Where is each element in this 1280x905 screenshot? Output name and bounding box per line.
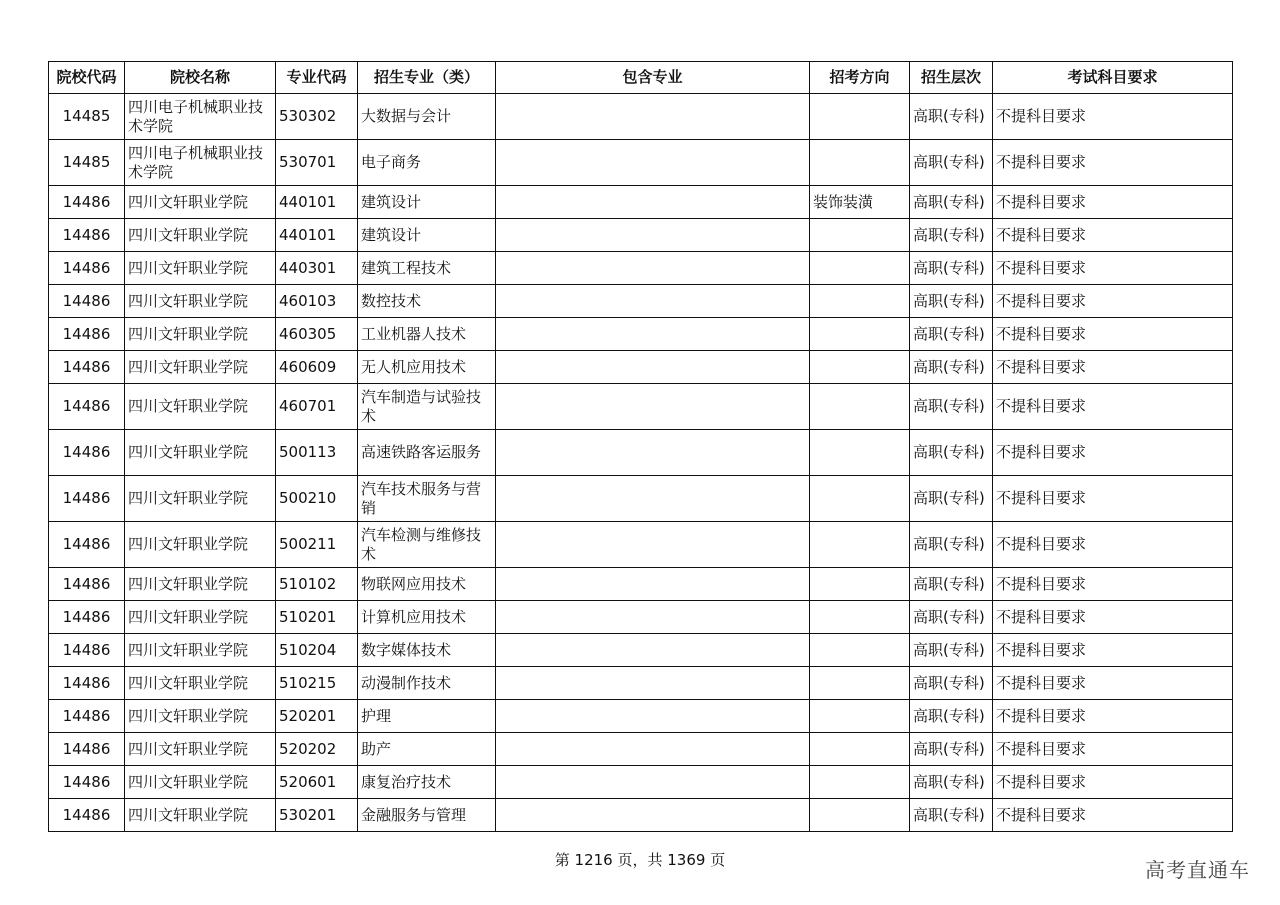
cell-major: 建筑设计 bbox=[358, 186, 496, 219]
cell-subject-requirement: 不提科目要求 bbox=[993, 351, 1233, 384]
cell-school-code: 14486 bbox=[49, 700, 125, 733]
cell-level: 高职(专科) bbox=[910, 186, 993, 219]
cell-subject-requirement: 不提科目要求 bbox=[993, 186, 1233, 219]
cell-subject-requirement: 不提科目要求 bbox=[993, 476, 1233, 522]
cell-major: 物联网应用技术 bbox=[358, 568, 496, 601]
cell-school-name: 四川文轩职业学院 bbox=[125, 634, 276, 667]
cell-included-majors bbox=[496, 252, 810, 285]
table-row bbox=[49, 522, 1233, 568]
cell-included-majors bbox=[496, 476, 810, 522]
cell-level: 高职(专科) bbox=[910, 430, 993, 476]
cell-level: 高职(专科) bbox=[910, 522, 993, 568]
cell-major: 汽车检测与维修技术 bbox=[358, 522, 496, 568]
cell-school-name: 四川文轩职业学院 bbox=[125, 186, 276, 219]
cell-direction bbox=[810, 766, 910, 799]
table-row bbox=[49, 430, 1233, 476]
cell-school-code: 14486 bbox=[49, 351, 125, 384]
cell-included-majors bbox=[496, 733, 810, 766]
cell-school-code: 14486 bbox=[49, 430, 125, 476]
table-row bbox=[49, 667, 1233, 700]
cell-major: 建筑工程技术 bbox=[358, 252, 496, 285]
cell-major: 康复治疗技术 bbox=[358, 766, 496, 799]
cell-major-code: 530201 bbox=[276, 799, 358, 832]
table-row bbox=[49, 601, 1233, 634]
header-major-code: 专业代码 bbox=[276, 62, 358, 94]
cell-school-code: 14486 bbox=[49, 219, 125, 252]
cell-school-name: 四川文轩职业学院 bbox=[125, 476, 276, 522]
cell-included-majors bbox=[496, 318, 810, 351]
cell-major-code: 440301 bbox=[276, 252, 358, 285]
cell-level: 高职(专科) bbox=[910, 219, 993, 252]
table-row bbox=[49, 384, 1233, 430]
cell-school-code: 14486 bbox=[49, 799, 125, 832]
header-subject-requirement: 考试科目要求 bbox=[993, 62, 1233, 94]
cell-direction bbox=[810, 430, 910, 476]
table-row bbox=[49, 766, 1233, 799]
cell-major-code: 530302 bbox=[276, 94, 358, 140]
cell-direction bbox=[810, 601, 910, 634]
cell-subject-requirement: 不提科目要求 bbox=[993, 601, 1233, 634]
cell-major-code: 510102 bbox=[276, 568, 358, 601]
cell-direction bbox=[810, 252, 910, 285]
cell-direction bbox=[810, 733, 910, 766]
table-row bbox=[49, 94, 1233, 140]
cell-level: 高职(专科) bbox=[910, 601, 993, 634]
cell-subject-requirement: 不提科目要求 bbox=[993, 522, 1233, 568]
cell-major: 建筑设计 bbox=[358, 219, 496, 252]
cell-direction bbox=[810, 799, 910, 832]
table-row bbox=[49, 634, 1233, 667]
cell-major: 汽车制造与试验技术 bbox=[358, 384, 496, 430]
cell-major-code: 460103 bbox=[276, 285, 358, 318]
cell-school-code: 14486 bbox=[49, 476, 125, 522]
cell-school-name: 四川文轩职业学院 bbox=[125, 667, 276, 700]
cell-included-majors bbox=[496, 799, 810, 832]
cell-included-majors bbox=[496, 568, 810, 601]
cell-major: 金融服务与管理 bbox=[358, 799, 496, 832]
cell-major-code: 500113 bbox=[276, 430, 358, 476]
cell-major: 电子商务 bbox=[358, 140, 496, 186]
admissions-table bbox=[48, 61, 1233, 832]
cell-level: 高职(专科) bbox=[910, 384, 993, 430]
cell-school-code: 14486 bbox=[49, 285, 125, 318]
cell-major: 汽车技术服务与营销 bbox=[358, 476, 496, 522]
cell-direction bbox=[810, 94, 910, 140]
cell-school-code: 14485 bbox=[49, 140, 125, 186]
cell-included-majors bbox=[496, 634, 810, 667]
cell-included-majors bbox=[496, 351, 810, 384]
cell-school-name: 四川电子机械职业技术学院 bbox=[125, 140, 276, 186]
cell-school-code: 14486 bbox=[49, 522, 125, 568]
cell-included-majors bbox=[496, 186, 810, 219]
cell-major-code: 440101 bbox=[276, 186, 358, 219]
cell-major: 助产 bbox=[358, 733, 496, 766]
cell-subject-requirement: 不提科目要求 bbox=[993, 140, 1233, 186]
cell-direction bbox=[810, 219, 910, 252]
table-row bbox=[49, 285, 1233, 318]
cell-school-name: 四川电子机械职业技术学院 bbox=[125, 94, 276, 140]
cell-subject-requirement: 不提科目要求 bbox=[993, 667, 1233, 700]
cell-subject-requirement: 不提科目要求 bbox=[993, 252, 1233, 285]
cell-subject-requirement: 不提科目要求 bbox=[993, 700, 1233, 733]
cell-major: 数字媒体技术 bbox=[358, 634, 496, 667]
cell-major-code: 520201 bbox=[276, 700, 358, 733]
header-row bbox=[49, 62, 1233, 94]
cell-major-code: 510201 bbox=[276, 601, 358, 634]
cell-major-code: 530701 bbox=[276, 140, 358, 186]
cell-included-majors bbox=[496, 667, 810, 700]
cell-direction bbox=[810, 140, 910, 186]
cell-direction bbox=[810, 318, 910, 351]
cell-direction: 装饰装潢 bbox=[810, 186, 910, 219]
table-row bbox=[49, 351, 1233, 384]
cell-school-code: 14486 bbox=[49, 601, 125, 634]
cell-direction bbox=[810, 634, 910, 667]
cell-level: 高职(专科) bbox=[910, 667, 993, 700]
cell-subject-requirement: 不提科目要求 bbox=[993, 285, 1233, 318]
cell-school-code: 14486 bbox=[49, 766, 125, 799]
cell-school-name: 四川文轩职业学院 bbox=[125, 252, 276, 285]
cell-major-code: 510215 bbox=[276, 667, 358, 700]
cell-school-code: 14486 bbox=[49, 667, 125, 700]
cell-level: 高职(专科) bbox=[910, 94, 993, 140]
cell-level: 高职(专科) bbox=[910, 766, 993, 799]
cell-major: 动漫制作技术 bbox=[358, 667, 496, 700]
table-row bbox=[49, 476, 1233, 522]
cell-subject-requirement: 不提科目要求 bbox=[993, 430, 1233, 476]
cell-subject-requirement: 不提科目要求 bbox=[993, 733, 1233, 766]
cell-subject-requirement: 不提科目要求 bbox=[993, 384, 1233, 430]
cell-included-majors bbox=[496, 384, 810, 430]
cell-major: 工业机器人技术 bbox=[358, 318, 496, 351]
cell-included-majors bbox=[496, 700, 810, 733]
cell-school-code: 14486 bbox=[49, 384, 125, 430]
cell-school-code: 14486 bbox=[49, 568, 125, 601]
cell-level: 高职(专科) bbox=[910, 568, 993, 601]
cell-school-code: 14486 bbox=[49, 186, 125, 219]
cell-major-code: 500210 bbox=[276, 476, 358, 522]
cell-subject-requirement: 不提科目要求 bbox=[993, 94, 1233, 140]
cell-direction bbox=[810, 568, 910, 601]
cell-level: 高职(专科) bbox=[910, 351, 993, 384]
cell-level: 高职(专科) bbox=[910, 252, 993, 285]
cell-school-name: 四川文轩职业学院 bbox=[125, 766, 276, 799]
cell-level: 高职(专科) bbox=[910, 700, 993, 733]
header-school-name: 院校名称 bbox=[125, 62, 276, 94]
cell-included-majors bbox=[496, 766, 810, 799]
cell-school-name: 四川文轩职业学院 bbox=[125, 522, 276, 568]
cell-school-name: 四川文轩职业学院 bbox=[125, 799, 276, 832]
page-number: 第 1216 页，共 1369 页 bbox=[554, 851, 726, 869]
watermark: 高考直通车 bbox=[1145, 858, 1250, 882]
cell-included-majors bbox=[496, 522, 810, 568]
header-major: 招生专业（类） bbox=[358, 62, 496, 94]
cell-school-name: 四川文轩职业学院 bbox=[125, 351, 276, 384]
cell-included-majors bbox=[496, 140, 810, 186]
cell-included-majors bbox=[496, 285, 810, 318]
table-row bbox=[49, 140, 1233, 186]
cell-school-name: 四川文轩职业学院 bbox=[125, 384, 276, 430]
cell-included-majors bbox=[496, 94, 810, 140]
cell-direction bbox=[810, 522, 910, 568]
cell-subject-requirement: 不提科目要求 bbox=[993, 634, 1233, 667]
cell-included-majors bbox=[496, 219, 810, 252]
cell-level: 高职(专科) bbox=[910, 318, 993, 351]
cell-major: 高速铁路客运服务 bbox=[358, 430, 496, 476]
cell-major: 护理 bbox=[358, 700, 496, 733]
cell-school-code: 14486 bbox=[49, 733, 125, 766]
cell-major-code: 460305 bbox=[276, 318, 358, 351]
cell-school-code: 14486 bbox=[49, 634, 125, 667]
cell-level: 高职(专科) bbox=[910, 140, 993, 186]
header-school-code: 院校代码 bbox=[49, 62, 125, 94]
table-row bbox=[49, 318, 1233, 351]
header-direction: 招考方向 bbox=[810, 62, 910, 94]
cell-school-name: 四川文轩职业学院 bbox=[125, 733, 276, 766]
cell-school-name: 四川文轩职业学院 bbox=[125, 318, 276, 351]
cell-major-code: 460609 bbox=[276, 351, 358, 384]
cell-level: 高职(专科) bbox=[910, 799, 993, 832]
cell-major-code: 460701 bbox=[276, 384, 358, 430]
cell-school-name: 四川文轩职业学院 bbox=[125, 219, 276, 252]
cell-school-name: 四川文轩职业学院 bbox=[125, 700, 276, 733]
cell-direction bbox=[810, 351, 910, 384]
cell-level: 高职(专科) bbox=[910, 733, 993, 766]
cell-level: 高职(专科) bbox=[910, 285, 993, 318]
cell-subject-requirement: 不提科目要求 bbox=[993, 766, 1233, 799]
cell-major: 计算机应用技术 bbox=[358, 601, 496, 634]
cell-school-code: 14486 bbox=[49, 252, 125, 285]
cell-school-name: 四川文轩职业学院 bbox=[125, 430, 276, 476]
cell-school-name: 四川文轩职业学院 bbox=[125, 285, 276, 318]
cell-included-majors bbox=[496, 430, 810, 476]
cell-school-code: 14485 bbox=[49, 94, 125, 140]
table-row bbox=[49, 252, 1233, 285]
cell-school-name: 四川文轩职业学院 bbox=[125, 601, 276, 634]
table-row bbox=[49, 799, 1233, 832]
cell-school-name: 四川文轩职业学院 bbox=[125, 568, 276, 601]
cell-level: 高职(专科) bbox=[910, 634, 993, 667]
cell-subject-requirement: 不提科目要求 bbox=[993, 318, 1233, 351]
table-row bbox=[49, 219, 1233, 252]
cell-major-code: 500211 bbox=[276, 522, 358, 568]
table-row bbox=[49, 733, 1233, 766]
cell-major-code: 440101 bbox=[276, 219, 358, 252]
cell-major-code: 510204 bbox=[276, 634, 358, 667]
cell-direction bbox=[810, 667, 910, 700]
table-row bbox=[49, 700, 1233, 733]
cell-direction bbox=[810, 476, 910, 522]
table-row bbox=[49, 568, 1233, 601]
cell-major: 大数据与会计 bbox=[358, 94, 496, 140]
cell-direction bbox=[810, 700, 910, 733]
table-row bbox=[49, 186, 1233, 219]
cell-school-code: 14486 bbox=[49, 318, 125, 351]
cell-subject-requirement: 不提科目要求 bbox=[993, 568, 1233, 601]
cell-level: 高职(专科) bbox=[910, 476, 993, 522]
cell-major: 无人机应用技术 bbox=[358, 351, 496, 384]
cell-major-code: 520601 bbox=[276, 766, 358, 799]
cell-subject-requirement: 不提科目要求 bbox=[993, 219, 1233, 252]
cell-subject-requirement: 不提科目要求 bbox=[993, 799, 1233, 832]
cell-included-majors bbox=[496, 601, 810, 634]
cell-direction bbox=[810, 384, 910, 430]
cell-major-code: 520202 bbox=[276, 733, 358, 766]
cell-direction bbox=[810, 285, 910, 318]
cell-major: 数控技术 bbox=[358, 285, 496, 318]
header-level: 招生层次 bbox=[910, 62, 993, 94]
header-included-majors: 包含专业 bbox=[496, 62, 810, 94]
